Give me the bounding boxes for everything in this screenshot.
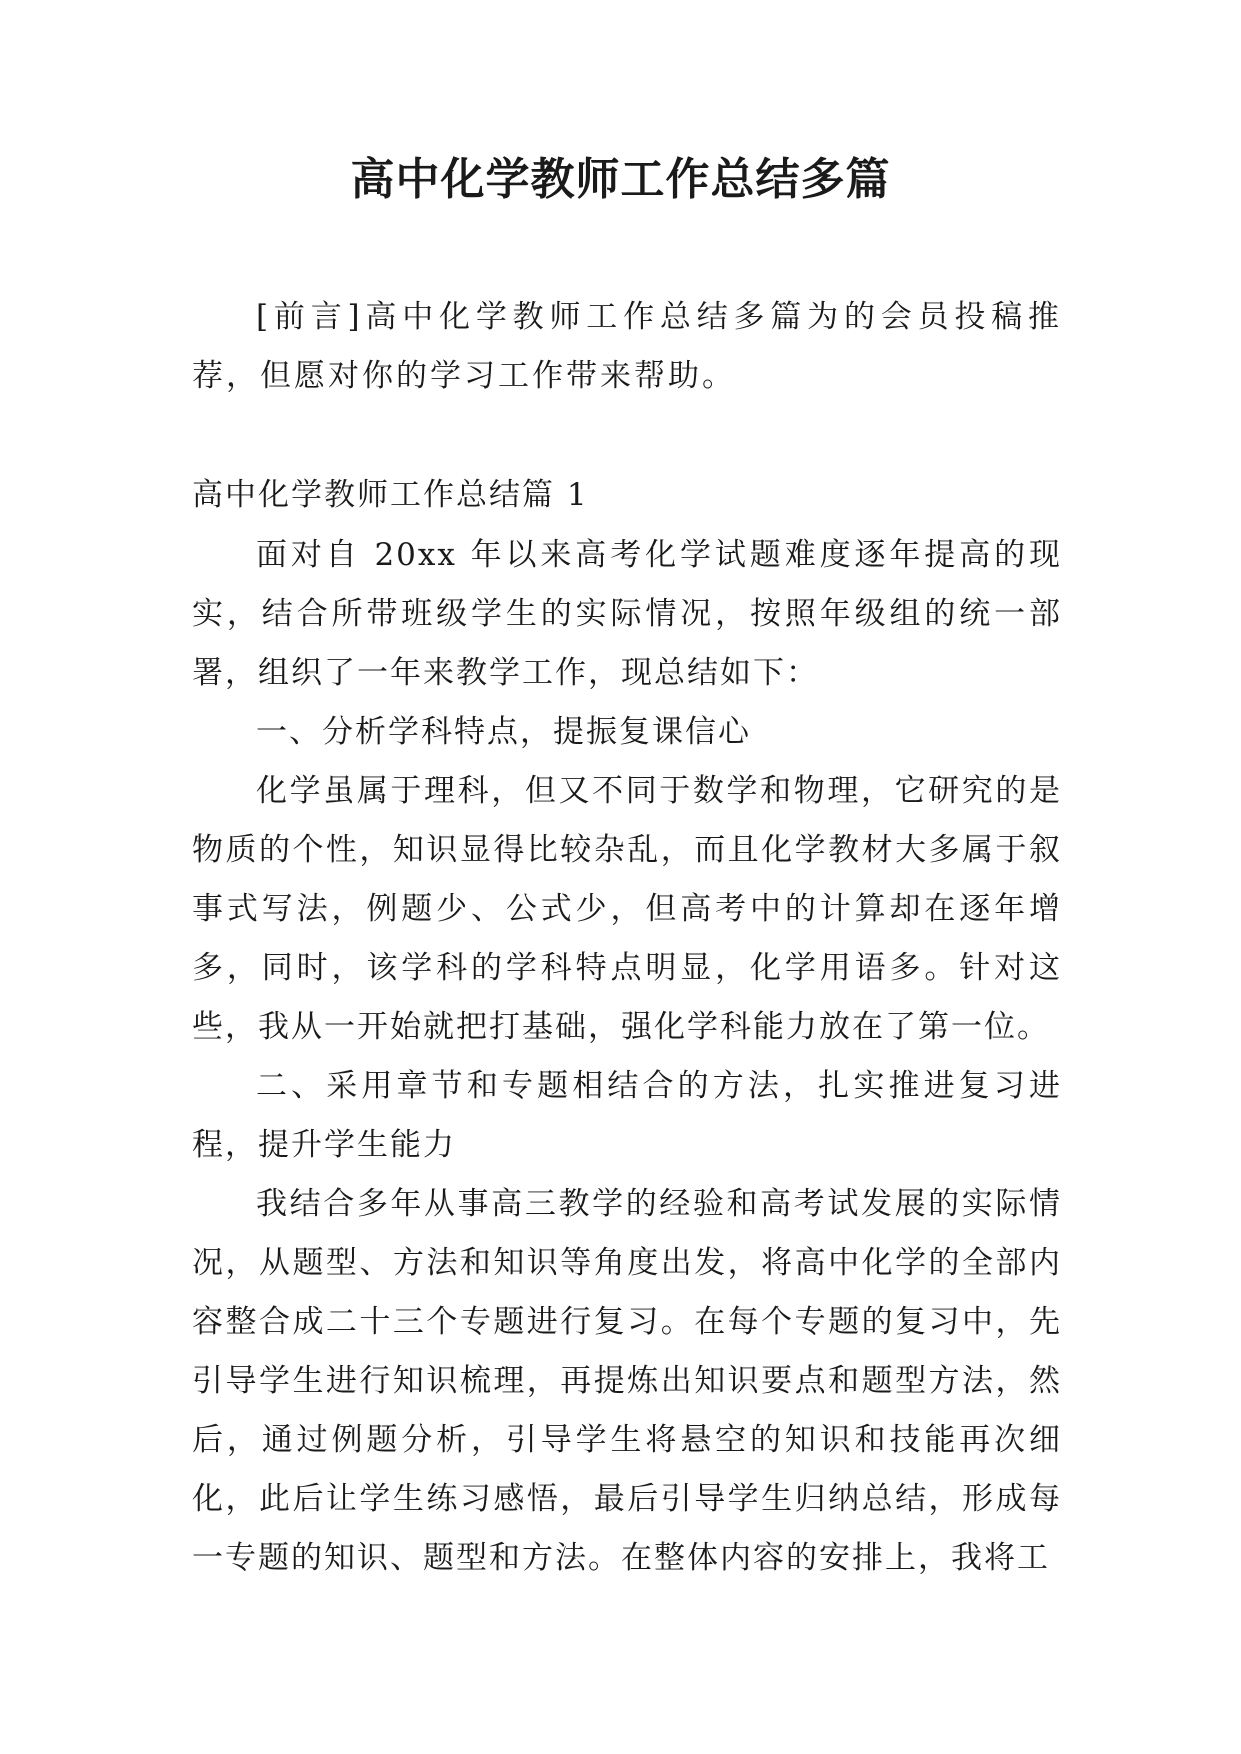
subheading-one: 一、分析学科特点，提振复课信心 — [256, 714, 751, 750]
preface-paragraph: [前言]高中化学教师工作总结多篇为的会员投稿推荐，但愿对你的学习工作带来帮助。 — [192, 299, 1062, 394]
subheading-two: 二、采用章节和专题相结合的方法，扎实推进复习进程，提升学生能力 — [192, 1068, 1062, 1163]
section-content — [192, 526, 1062, 1588]
paragraph-review-method: 我结合多年从事高三教学的经验和高考试发展的实际情况，从题型、方法和知识等角度出发，将高中化学的全部内容整合成二十三个专题进行复习。在每个专题的复习中，先引导学生进行知识梳理，再提炼出知识要点和题型方法，然后，通过例题分析，引导学生将悬空的知识和技能再次细化，此后让学生练习感悟，最后引导学生归纳总结，形成每一专题的知识、题型和方法。在整体内容的安排上，我将工 — [192, 1186, 1062, 1576]
section-heading: 高中化学教师工作总结篇 1 — [192, 477, 589, 513]
document-title: 高中化学教师工作总结多篇 — [350, 154, 891, 205]
paragraph-intro: 面对自 20xx 年以来高考化学试题难度逐年提高的现实，结合所带班级学生的实际情况，按照年级组的统一部署，组织了一年来教学工作，现总结如下： — [192, 537, 1062, 691]
paragraph-subject-features: 化学虽属于理科，但又不同于数学和物理，它研究的是物质的个性，知识显得比较杂乱，而且化学教材大多属于叙事式写法，例题少、公式少，但高考中的计算却在逐年增多，同时，该学科的学科特点明显，化学用语多。针对这些，我从一开始就把打基础，强化学科能力放在了第一位。 — [192, 773, 1062, 1045]
